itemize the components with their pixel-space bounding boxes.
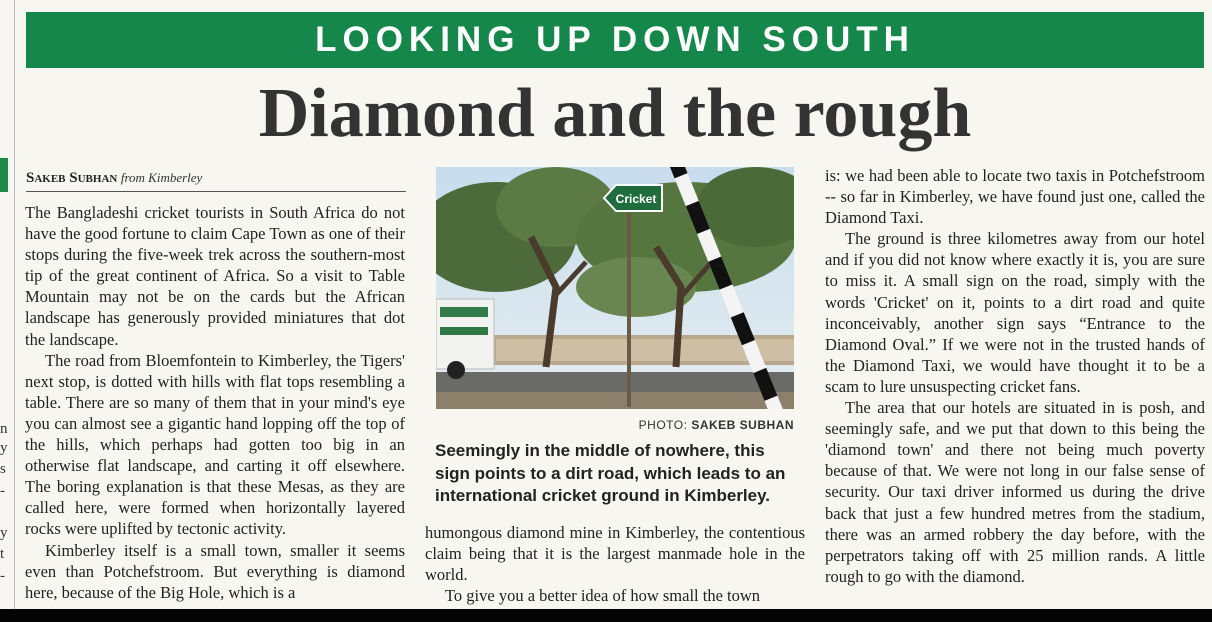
photo-cricket-sign (436, 167, 794, 409)
fragment-letter: y (0, 440, 8, 456)
photo-caption: Seemingly in the middle of nowhere, this sign points to a dirt road, which leads to an international cricket ground in Kimberley. (435, 441, 786, 505)
paragraph: The area that our hotels are situated in is posh, and seemingly safe, and we put that down to this being the 'diamond town' and there not being much poverty because of that. We were not long in our false sense of security. Our taxi driver informed us during the drive back that just a few hundred metres from the stadium, there was an armed robbery the day before, with the perpetrators taking off with 25 million rands. A little rough to go with the diamond. (825, 398, 1205, 586)
paragraph: To give you a better idea of how small the town (445, 586, 761, 606)
paragraph: is: we had been able to locate two taxis in Potchefstroom -- so far in Kimberley, we have found just one, called the Diamond Taxi. (825, 166, 1205, 228)
fragment-letter: n (0, 421, 8, 437)
paragraph: The Bangladeshi cricket tourists in South Africa do not have the good fortune to claim Cape Town as one of their stops during the five-week trek across the southern-most tip of the great continent of Africa. So a visit to Table Mountain may not be on the cards but the African landscape has generously provided miniatures that dot the landscape. (25, 203, 405, 349)
paragraph: humongous diamond mine in Kimberley, the contentious claim being that it is the largest manmade hole in the world. (425, 523, 805, 585)
article-column-1 (25, 202, 405, 603)
sign-text: Cricket (615, 192, 657, 206)
fragment-letter: y (0, 525, 8, 541)
column-rule (14, 0, 15, 610)
fragment-letter: s (0, 461, 6, 477)
photo-credit-name: SAKEB SUBHAN (691, 418, 794, 432)
page-bottom-edge (0, 609, 1212, 622)
byline-author: Sakeb Subhan (26, 170, 118, 186)
headline: Diamond and the rough (258, 75, 972, 152)
article-column-3 (825, 165, 1205, 587)
byline (26, 169, 406, 192)
paragraph: The road from Bloemfontein to Kimberley, the Tigers' next stop, is dotted with hills with flat tops resembling a table. There are so many of them that in your mind's eye you can almost see a gigantic hand lopping off the top of the hills, which perhaps had gotten too big in an otherwise flat landscape, and carting it off elsewhere. The boring explanation is that these Mesas, as they are called here, were formed when horizontally layered rocks were uplifted by tectonic activity. (25, 350, 405, 539)
paragraph: The ground is three kilometres away from our hotel and if you did not know where exactly it is, you are sure to miss it. A small sign on the road, simply with the words 'Cricket' on it, points to a dirt road and quite inconceivably, another sign says “Entrance to the Diamond Oval.” If we were not in the trusted hands of the Diamond Taxi, we would have thought it to be a scam to lure unsuspecting cricket fans. (825, 229, 1205, 396)
article-column-2 (425, 522, 805, 606)
fragment-letter: - (0, 568, 5, 584)
photo-credit-label: PHOTO: (638, 418, 688, 432)
paragraph: Kimberley itself is a small town, smaller it seems even than Potchefstroom. But everything is diamond here, because of the Big Hole, which is a (25, 540, 405, 602)
photo-credit (436, 418, 794, 432)
fragment-letter: t (0, 546, 5, 562)
byline-location: from Kimberley (120, 170, 203, 185)
section-banner: LOOKING UP DOWN SOUTH (26, 12, 1204, 68)
adjacent-article-accent (0, 158, 8, 192)
fragment-letter: - (0, 483, 5, 499)
